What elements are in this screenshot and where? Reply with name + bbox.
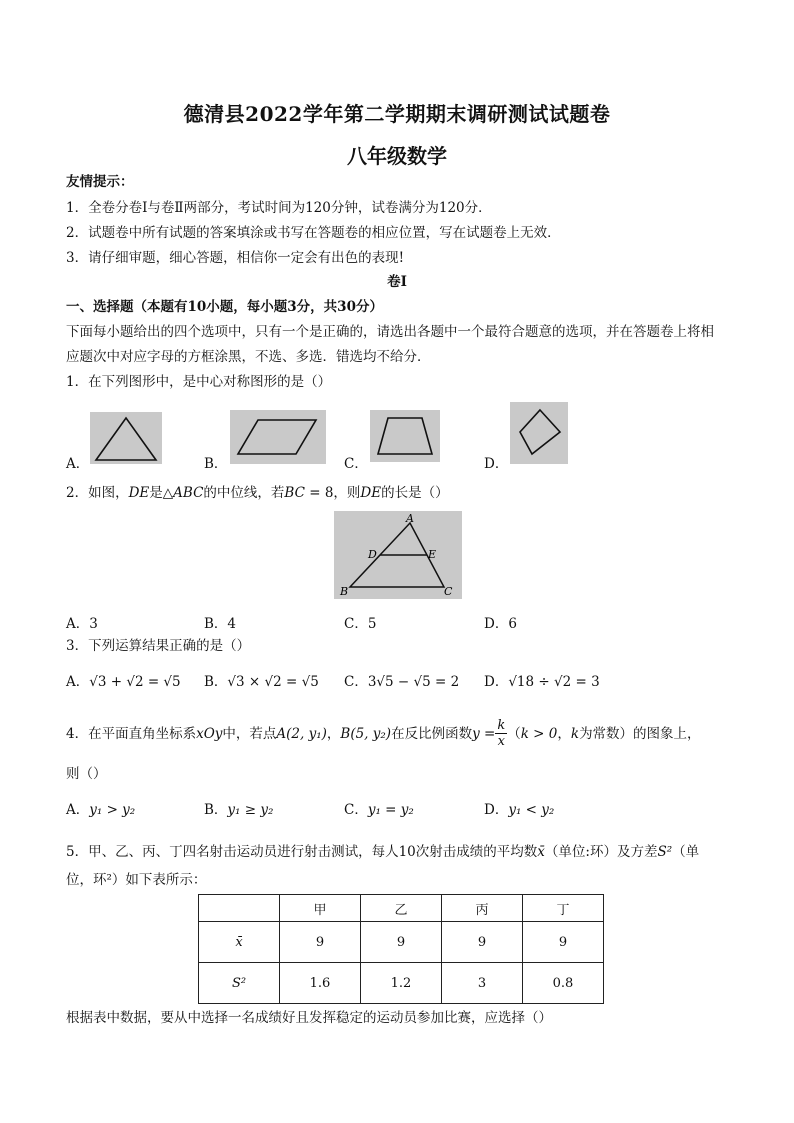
q4-a-label: A． (66, 802, 90, 818)
table-row (199, 922, 604, 963)
q3-stem: 3．下列运算结果正确的是（） (66, 638, 251, 654)
table-cell: x̄ (199, 922, 280, 963)
q4-option-d (484, 798, 554, 818)
q3-option-d (484, 670, 600, 690)
kite-shape (510, 402, 568, 464)
q4-option-a (66, 798, 135, 818)
tip-3: 3．请仔细审题，细心答题，相信你一定会有出色的表现! (66, 250, 405, 266)
tips-heading: 友情提示： (66, 174, 134, 190)
q3-option-c (344, 670, 459, 690)
q5-score-table (198, 894, 604, 1004)
q5-xbar: x̄ (537, 844, 545, 860)
q4-c-label: C． (344, 802, 368, 818)
q1-option-c-label: C． (344, 456, 368, 472)
q1-figure-trapezoid (370, 410, 440, 462)
table-row (199, 963, 604, 1004)
q5-line2: 位，环²）如下表所示： (66, 872, 207, 888)
section-intro-line2: 应题次中对应字母的方框涂黑，不选、多选．错选均不给分． (66, 349, 431, 365)
q2-bc: BC (284, 485, 305, 501)
q1-figure-kite (510, 402, 568, 464)
q4-d-expr: y₁ < y₂ (508, 802, 555, 818)
q1-stem: 1．在下列图形中，是中心对称图形的是（） (66, 374, 332, 390)
q4-option-c (344, 798, 414, 818)
table-cell: 9 (442, 922, 523, 963)
q2-option-c: C．5 (344, 616, 377, 632)
q4-cond-open: （ (507, 725, 521, 742)
q1-option-b-label: B． (204, 456, 228, 472)
table-cell: S² (199, 963, 280, 1004)
triangle-midline-diagram (334, 511, 462, 599)
table-cell: 1.6 (280, 963, 361, 1004)
q4-point-a: A(2, y₁) (276, 725, 327, 742)
table-cell: 1.2 (361, 963, 442, 1004)
parallelogram-shape (230, 410, 326, 464)
q4-cond-sep: ， (557, 725, 571, 742)
q4-line2: 则（） (66, 766, 107, 782)
q2-figure (334, 511, 462, 599)
q5-line1-mid: （单位:环）及方差 (544, 844, 658, 860)
q2-option-a: A．3 (66, 616, 98, 632)
q2-option-d: D．6 (484, 616, 517, 632)
q3-b-label: B． (204, 674, 228, 690)
q2-de2: DE (360, 485, 382, 501)
q2-stem-mid2: 的中位线，若 (203, 485, 285, 501)
q4-d-label: D． (484, 802, 509, 818)
q5-line1 (66, 842, 699, 862)
section-heading: 一、选择题（本题有10小题，每小题3分，共30分） (66, 299, 383, 315)
label-d: D (368, 548, 377, 561)
q4-comma: ， (326, 725, 341, 742)
table-cell: 9 (523, 922, 604, 963)
q2-stem-eq: = 8，则 (304, 485, 361, 501)
q4-point-b: B(5, y₂) (340, 725, 392, 742)
q4-stem-pre: 4．在平面直角坐标系 (66, 725, 197, 742)
trapezoid-shape (370, 410, 440, 462)
q4-func-num: k (497, 718, 506, 733)
q4-func-y: y = (472, 725, 496, 742)
q4-c-expr: y₁ = y₂ (367, 802, 414, 818)
q4-xoy: xOy (196, 725, 223, 742)
q4-stem-mid2: 在反比例函数 (391, 725, 473, 742)
q3-option-b (204, 670, 319, 690)
q5-s2: S² (657, 844, 673, 860)
q4-stem-post: 为常数）的图象上， (579, 725, 701, 742)
q3-a-label: A． (66, 674, 90, 690)
table-header-cell (199, 895, 280, 922)
q2-stem-post: 的长是（） (381, 485, 449, 501)
q1-figure-triangle (90, 412, 162, 464)
label-e: E (428, 548, 437, 561)
q4-cond-k: k > 0 (520, 725, 558, 742)
q1-option-d-label: D． (484, 456, 509, 472)
q3-d-expr: √18 ÷ √2 = 3 (508, 674, 600, 690)
table-cell: 9 (280, 922, 361, 963)
q4-option-b (204, 798, 273, 818)
triangle-shape (90, 412, 162, 464)
q1-figure-parallelogram (230, 410, 326, 464)
volume-label: 卷Ⅰ (387, 274, 407, 290)
table-cell: 0.8 (523, 963, 604, 1004)
q3-d-label: D． (484, 674, 509, 690)
q3-b-expr: √3 × √2 = √5 (227, 674, 319, 690)
q4-cond-k2: k (570, 725, 580, 742)
q5-line1-post: （单 (672, 844, 700, 860)
q2-abc: ABC (173, 485, 204, 501)
table-header-cell: 甲 (280, 895, 361, 922)
q3-c-label: C． (344, 674, 368, 690)
q1-option-a-label: A． (66, 456, 90, 472)
table-cell: 9 (361, 922, 442, 963)
q2-option-b: B．4 (204, 616, 237, 632)
table-header-cell: 丙 (442, 895, 523, 922)
q2-stem-pre: 2．如图， (66, 485, 129, 501)
tip-1: 1．全卷分卷Ⅰ与卷Ⅱ两部分，考试时间为120分钟，试卷满分为120分． (66, 200, 492, 216)
page-subtitle: 八年级数学 (347, 144, 447, 168)
q2-de: DE (128, 485, 150, 501)
q5-line1-pre: 5．甲、乙、丙、丁四名射击运动员进行射击测试，每人10次射击成绩的平均数 (66, 844, 538, 860)
q3-a-expr: √3 + √2 = √5 (89, 674, 181, 690)
table-header-cell: 乙 (361, 895, 442, 922)
page-title: 德清县2022学年第二学期期末调研测试试题卷 (183, 102, 611, 126)
label-b: B (340, 585, 349, 598)
q4-b-expr: y₁ ≥ y₂ (227, 802, 274, 818)
table-cell: 3 (442, 963, 523, 1004)
q3-c-expr: 3√5 − √5 = 2 (367, 674, 460, 690)
q2-stem-mid: 是△ (149, 485, 174, 501)
q2-stem (66, 483, 449, 503)
q4-b-label: B． (204, 802, 228, 818)
tip-2: 2．试题卷中所有试题的答案填涂或书写在答题卷的相应位置，写在试题卷上无效． (66, 225, 561, 241)
q5-footer: 根据表中数据，要从中选择一名成绩好且发挥稳定的运动员参加比赛，应选择（） (66, 1010, 552, 1026)
q4-stem (66, 718, 701, 749)
q3-option-a (66, 670, 181, 690)
q4-stem-mid: 中，若点 (222, 725, 277, 742)
label-c: C (444, 585, 453, 598)
label-a: A (406, 512, 414, 525)
table-header-cell: 丁 (523, 895, 604, 922)
q4-fraction (495, 718, 507, 749)
q4-func-den: x (497, 734, 505, 749)
table-header-row (199, 895, 604, 922)
section-intro-line1: 下面每小题给出的四个选项中，只有一个是正确的，请选出各题中一个最符合题意的选项，并在答题卷上将相 (66, 324, 714, 340)
q4-a-expr: y₁ > y₂ (89, 802, 136, 818)
